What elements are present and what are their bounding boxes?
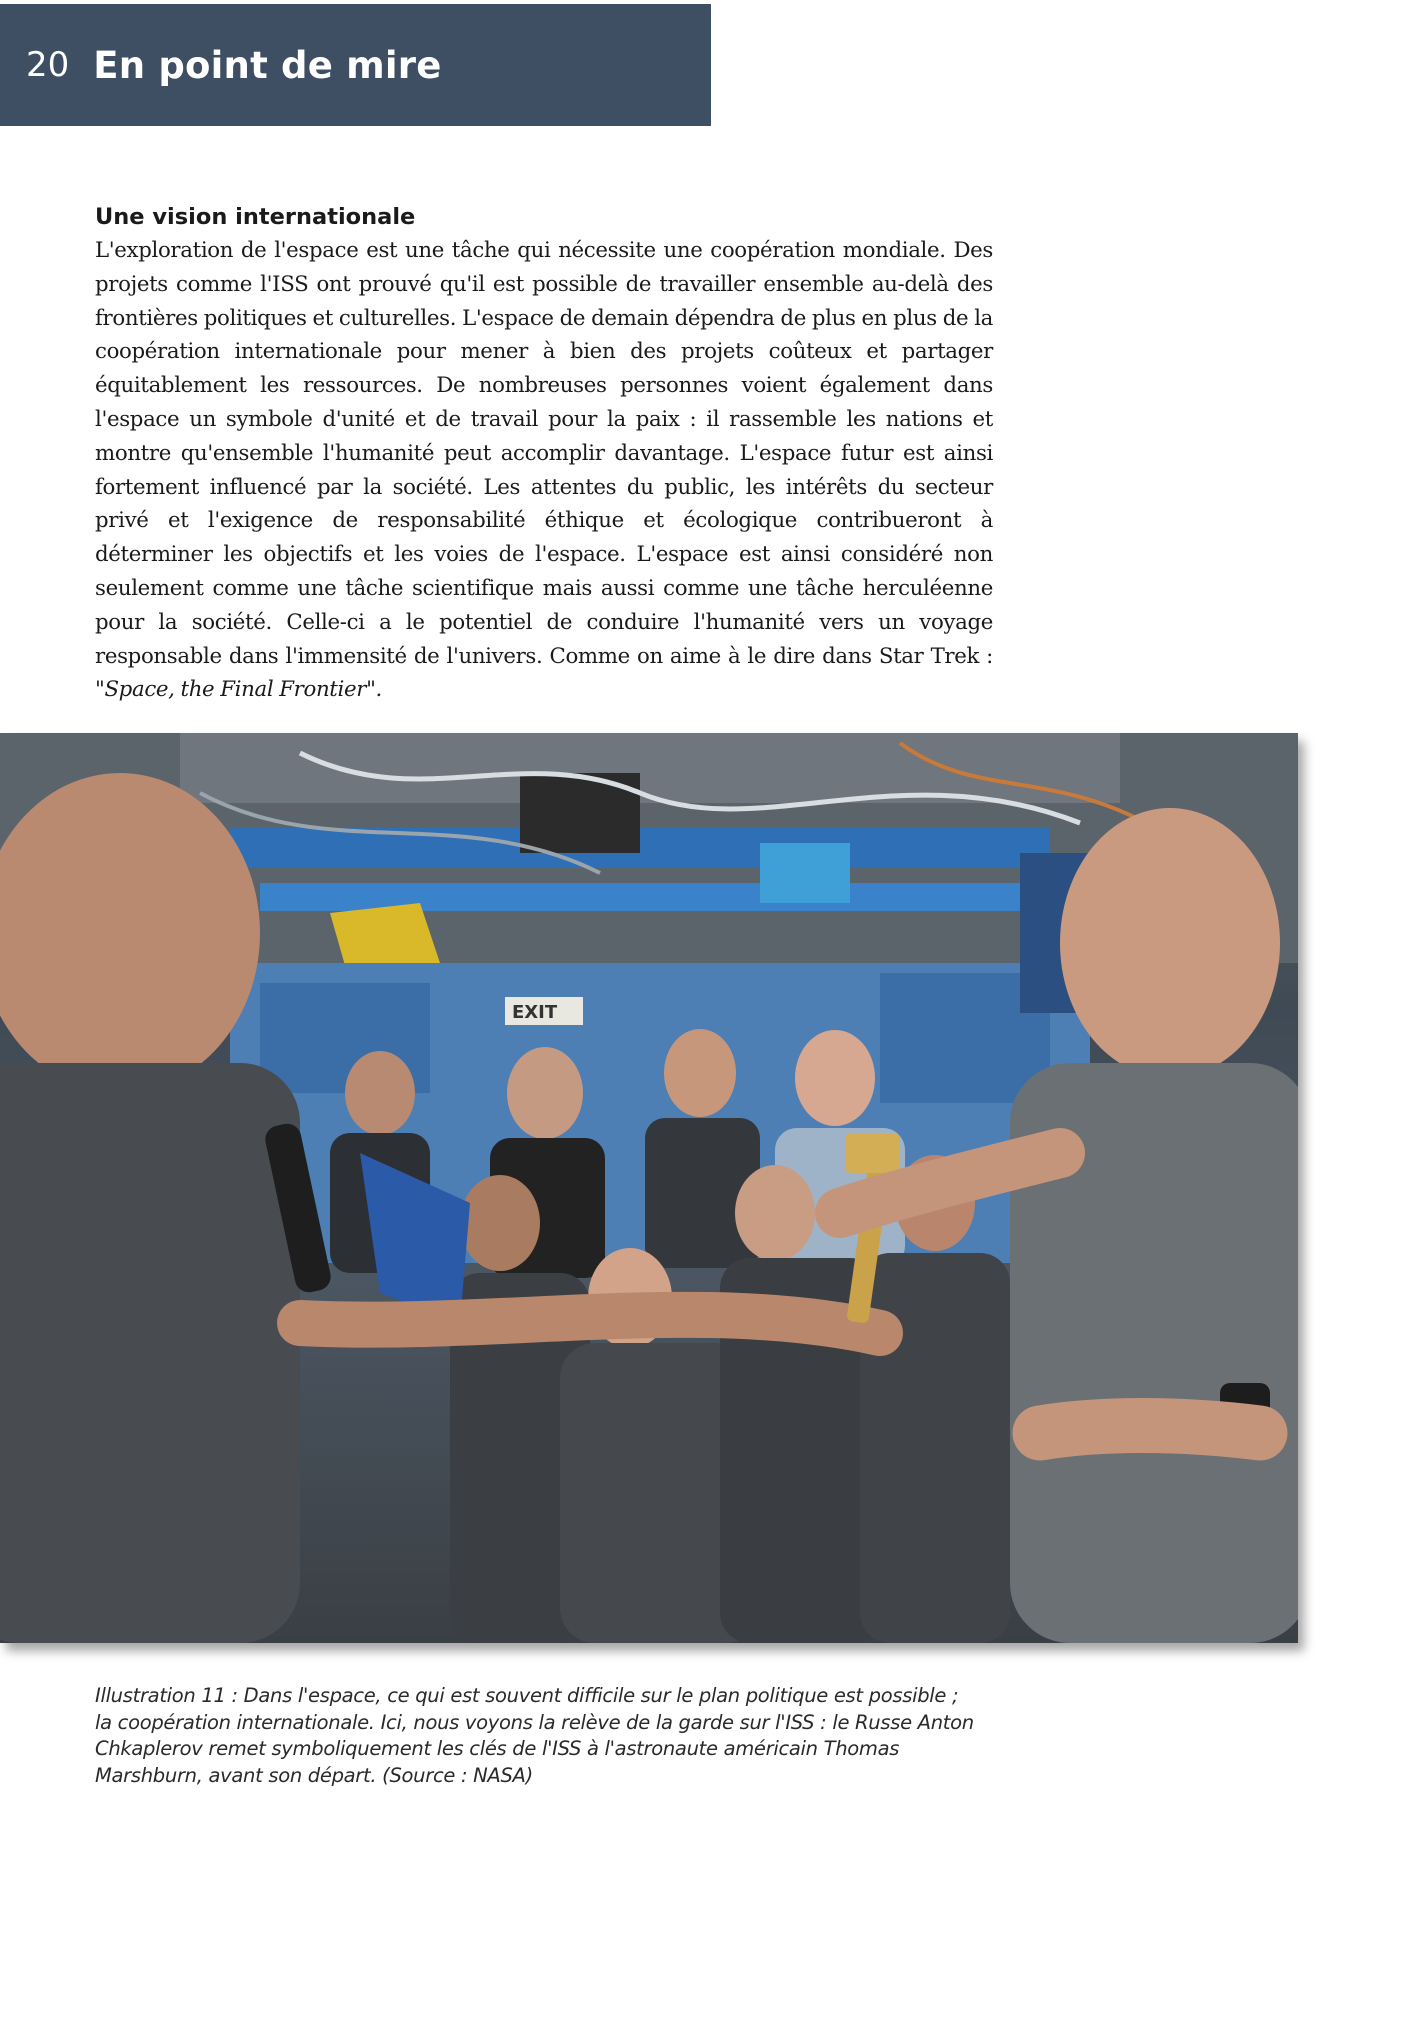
star-trek-quote: "Space, the Final Frontier". bbox=[95, 677, 382, 703]
exit-sign-text: EXIT bbox=[512, 1002, 558, 1023]
figure-caption: Illustration 11 : Dans l'espace, ce qui est souvent difficile sur le plan politique est possible ; la coopération internationale. Ici, nous voyons la relève de la garde sur l'ISS : le Russe Anton Chkaplerov remet symboliquement les clés de l'ISS à l'astronaute américain Thomas Marshburn, avant son départ. (Source : NASA) bbox=[95, 1684, 974, 1787]
page-header bbox=[0, 4, 711, 126]
article-body bbox=[95, 234, 993, 707]
article-body-text: L'exploration de l'espace est une tâche qui nécessite une coopération mondiale. Des projets comme l'ISS ont prouvé qu'il est possible de travailler ensemble au-delà des frontières politiques et culturelles. L'espace de demain dépendra de plus en plus de la coopération internationale pour mener à bien des projets coûteux et partager équitablement les ressources. De nombreuses personnes voient également dans l'espace un symbole d'unité et de travail pour la paix : il rassemble les nations et montre qu'ensemble l'humanité peut accomplir davantage. L'espace futur est ainsi fortement influencé par la société. Les attentes du public, les intérêts du secteur privé et l'exigence de responsabilité éthique et écologique contribueront à déterminer les objectifs et les voies de l'espace. L'espace est ainsi considéré non seulement comme une tâche scientifique mais aussi comme une tâche herculéenne pour la société. Celle-ci a le potentiel de conduire l'humanité vers un voyage responsable dans l'immensité de l'univers. Comme on aime à le dire dans Star Trek : bbox=[95, 238, 993, 669]
article bbox=[95, 200, 993, 707]
page-number: 20 bbox=[26, 45, 70, 85]
section-title: En point de mire bbox=[93, 43, 442, 87]
article-heading: Une vision internationale bbox=[95, 204, 416, 230]
iss-crew-photo bbox=[0, 733, 1298, 1643]
